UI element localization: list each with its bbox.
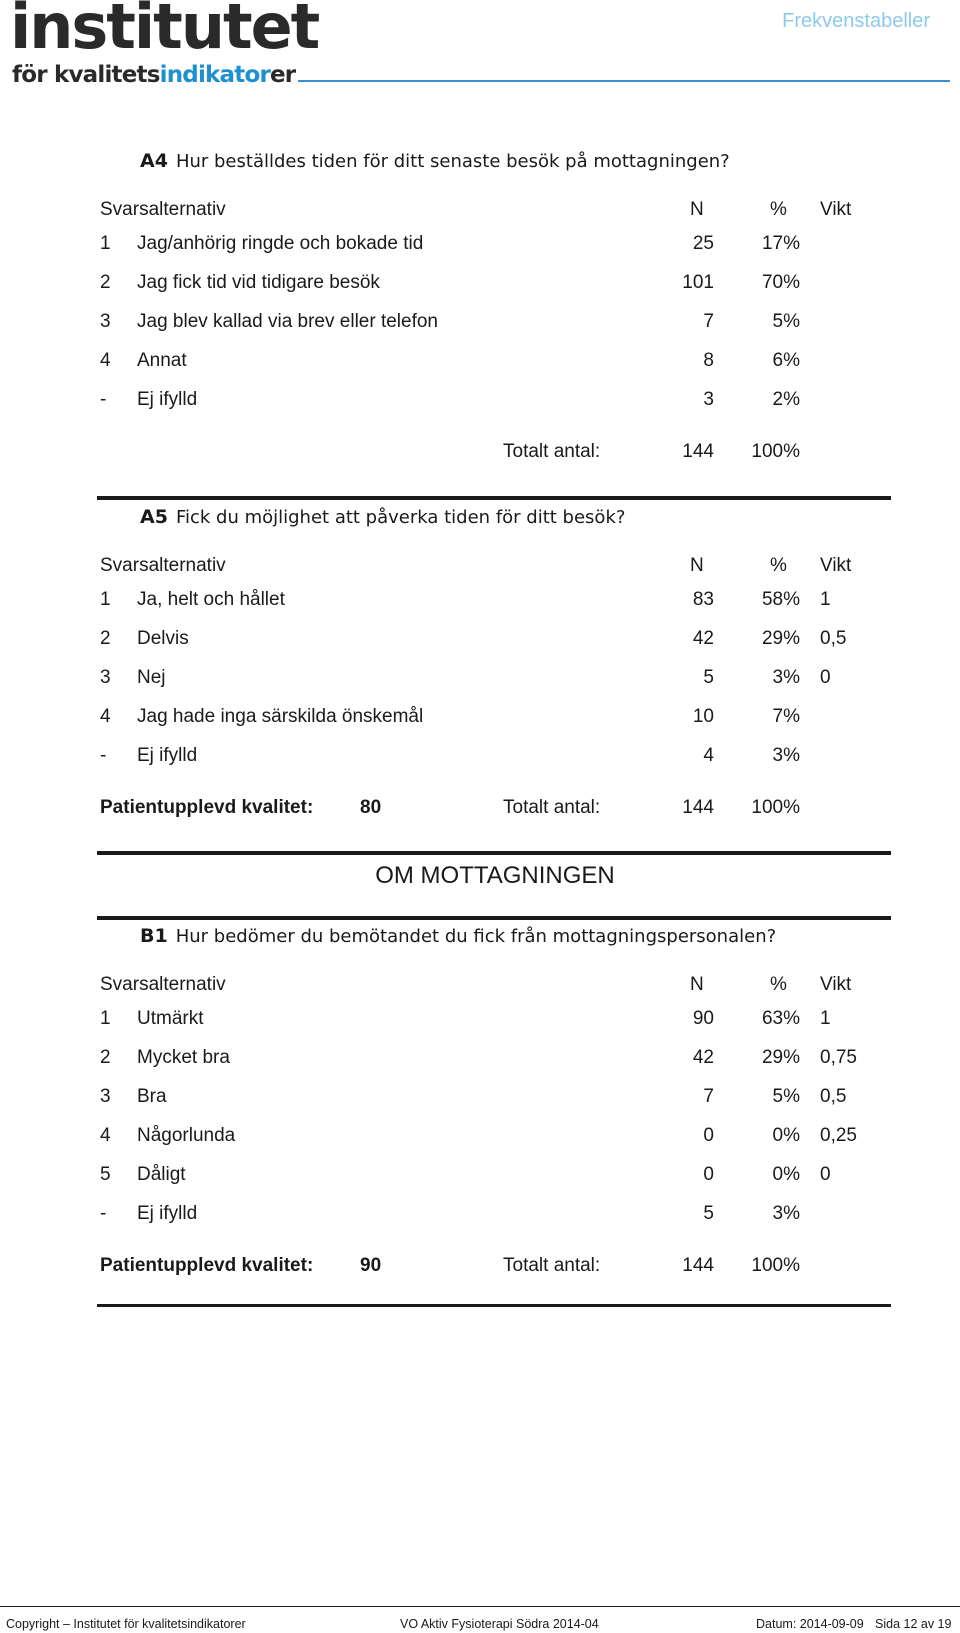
column-header-svarsalternativ: Svarsalternativ	[100, 199, 226, 220]
row-label: Utmärkt	[137, 1008, 204, 1029]
total-percent: 100%	[751, 441, 800, 462]
column-header-percent: %	[770, 555, 787, 576]
footer-report-name: VO Aktiv Fysioterapi Södra 2014-04	[400, 1617, 599, 1631]
column-header-vikt: Vikt	[820, 555, 852, 576]
row-count: 7	[703, 1086, 714, 1107]
row-number: -	[100, 745, 107, 766]
row-label: Någorlunda	[137, 1125, 236, 1146]
table-row	[0, 1047, 960, 1075]
table-row	[0, 667, 960, 695]
row-percent: 5%	[772, 1086, 800, 1107]
row-count: 3	[703, 389, 714, 410]
row-percent: 3%	[772, 667, 800, 688]
row-percent: 5%	[772, 311, 800, 332]
row-count: 5	[703, 667, 714, 688]
table-row	[0, 389, 960, 417]
row-weight: 0,25	[820, 1125, 857, 1146]
logo-sub-text: för kvalitetsindikatorer	[12, 62, 296, 88]
row-label: Ej ifylld	[137, 745, 198, 766]
row-weight: 0,75	[820, 1047, 857, 1068]
table-row	[0, 311, 960, 339]
section-divider	[97, 851, 891, 855]
totals-row	[0, 797, 960, 825]
row-count: 4	[703, 745, 714, 766]
footer-date: Datum: 2014-09-09	[756, 1617, 864, 1631]
row-count: 83	[692, 589, 714, 610]
row-number: 1	[100, 589, 111, 610]
question-heading-b1	[140, 925, 776, 947]
row-weight: 0	[820, 667, 831, 688]
total-count: 144	[682, 797, 714, 818]
row-count: 101	[682, 272, 714, 293]
quality-label: Patientupplevd kvalitet:	[100, 797, 314, 818]
column-header-svarsalternativ: Svarsalternativ	[100, 974, 226, 995]
logo	[10, 0, 319, 92]
totals-row	[0, 441, 960, 469]
question-code: B1	[140, 925, 168, 947]
row-weight: 1	[820, 589, 831, 610]
row-label: Annat	[137, 350, 187, 371]
table-row	[0, 1086, 960, 1114]
question-text: Hur bedömer du bemötandet du fick från mottagningspersonalen?	[175, 926, 777, 947]
column-header-percent: %	[770, 974, 787, 995]
column-header-svarsalternativ: Svarsalternativ	[100, 555, 226, 576]
row-count: 5	[703, 1203, 714, 1224]
row-count: 42	[692, 628, 714, 649]
row-number: 2	[100, 1047, 111, 1068]
row-weight: 0,5	[820, 1086, 847, 1107]
row-label: Delvis	[137, 628, 189, 649]
row-label: Jag blev kallad via brev eller telefon	[137, 311, 439, 332]
row-percent: 58%	[761, 589, 800, 610]
row-weight: 0,5	[820, 628, 847, 649]
row-percent: 29%	[761, 628, 800, 649]
row-number: 4	[100, 706, 111, 727]
row-percent: 0%	[772, 1164, 800, 1185]
row-count: 8	[703, 350, 714, 371]
table-row	[0, 589, 960, 617]
row-count: 10	[692, 706, 714, 727]
row-label: Jag fick tid vid tidigare besök	[137, 272, 380, 293]
row-number: 1	[100, 1008, 111, 1029]
row-weight: 0	[820, 1164, 831, 1185]
footer-copyright: Copyright – Institutet för kvalitetsindikatorer	[6, 1617, 246, 1631]
question-code: A5	[140, 506, 168, 528]
total-percent: 100%	[751, 797, 800, 818]
row-percent: 29%	[761, 1047, 800, 1068]
total-count: 144	[682, 441, 714, 462]
question-text: Fick du möjlighet att påverka tiden för ditt besök?	[175, 507, 626, 528]
header-divider	[298, 80, 950, 82]
question-text: Hur beställdes tiden för ditt senaste besök på mottagningen?	[175, 151, 730, 172]
table-row	[0, 1008, 960, 1036]
table-row	[0, 1125, 960, 1153]
row-percent: 2%	[772, 389, 800, 410]
row-count: 42	[692, 1047, 714, 1068]
column-header-row	[0, 974, 960, 1002]
row-percent: 63%	[761, 1008, 800, 1029]
column-header-n: N	[690, 555, 704, 576]
question-heading-a5	[140, 506, 625, 528]
total-count: 144	[682, 1255, 714, 1276]
column-header-row	[0, 199, 960, 227]
footer-page-number: Sida 12 av 19	[875, 1617, 952, 1631]
row-label: Dåligt	[137, 1164, 186, 1185]
quality-label: Patientupplevd kvalitet:	[100, 1255, 314, 1276]
row-number: 4	[100, 1125, 111, 1146]
row-percent: 6%	[772, 350, 800, 371]
row-percent: 7%	[772, 706, 800, 727]
row-count: 0	[703, 1125, 714, 1146]
row-number: 2	[100, 628, 111, 649]
quality-value: 80	[360, 797, 382, 818]
question-heading-a4	[140, 150, 730, 172]
row-number: -	[100, 389, 107, 410]
question-code: A4	[140, 150, 168, 172]
row-label: Bra	[137, 1086, 167, 1107]
total-label: Totalt antal:	[503, 1255, 601, 1276]
logo-main-text: institutet	[10, 0, 319, 63]
row-count: 0	[703, 1164, 714, 1185]
table-row	[0, 1164, 960, 1192]
table-row	[0, 706, 960, 734]
section-title: OM MOTTAGNINGEN	[375, 862, 615, 889]
row-percent: 3%	[772, 745, 800, 766]
row-percent: 0%	[772, 1125, 800, 1146]
row-percent: 3%	[772, 1203, 800, 1224]
page-title: Frekvenstabeller	[782, 10, 930, 32]
row-number: 4	[100, 350, 111, 371]
total-label: Totalt antal:	[503, 441, 601, 462]
table-row	[0, 1203, 960, 1231]
row-label: Nej	[137, 667, 166, 688]
column-header-n: N	[690, 199, 704, 220]
section-divider	[97, 1304, 891, 1307]
table-row	[0, 233, 960, 261]
table-row	[0, 745, 960, 773]
totals-row	[0, 1255, 960, 1283]
row-weight: 1	[820, 1008, 831, 1029]
total-percent: 100%	[751, 1255, 800, 1276]
row-count: 25	[692, 233, 714, 254]
row-number: -	[100, 1203, 107, 1224]
table-row	[0, 628, 960, 656]
row-percent: 17%	[761, 233, 800, 254]
row-label: Ej ifylld	[137, 389, 198, 410]
column-header-vikt: Vikt	[820, 974, 852, 995]
row-number: 1	[100, 233, 111, 254]
row-number: 3	[100, 311, 111, 332]
row-label: Ej ifylld	[137, 1203, 198, 1224]
row-label: Ja, helt och hållet	[137, 589, 285, 610]
column-header-percent: %	[770, 199, 787, 220]
section-divider	[97, 916, 891, 920]
row-number: 5	[100, 1164, 111, 1185]
row-count: 7	[703, 311, 714, 332]
column-header-vikt: Vikt	[820, 199, 852, 220]
column-header-n: N	[690, 974, 704, 995]
row-number: 2	[100, 272, 111, 293]
column-header-row	[0, 555, 960, 583]
row-label: Jag/anhörig ringde och bokade tid	[137, 233, 424, 254]
footer	[0, 1606, 960, 1633]
quality-value: 90	[360, 1255, 382, 1276]
table-row	[0, 272, 960, 300]
row-percent: 70%	[761, 272, 800, 293]
row-number: 3	[100, 1086, 111, 1107]
row-label: Jag hade inga särskilda önskemål	[137, 706, 424, 727]
row-label: Mycket bra	[137, 1047, 230, 1068]
total-label: Totalt antal:	[503, 797, 601, 818]
section-divider	[97, 496, 891, 500]
row-count: 90	[692, 1008, 714, 1029]
table-row	[0, 350, 960, 378]
row-number: 3	[100, 667, 111, 688]
